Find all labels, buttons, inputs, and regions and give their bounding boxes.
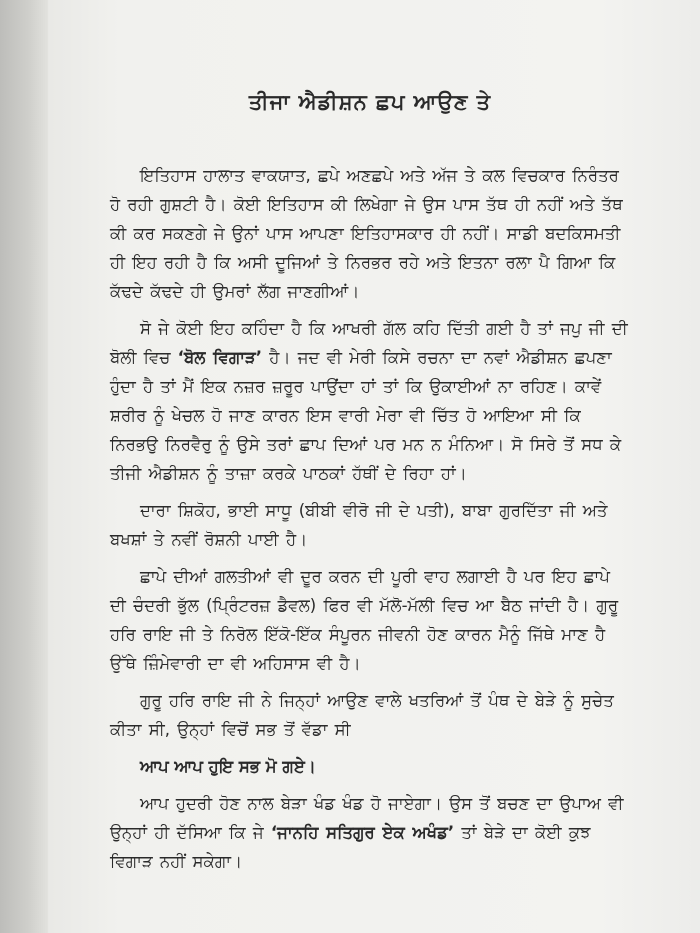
book-spine-shadow bbox=[0, 0, 48, 933]
paragraph-2-emphasis: ‘ਬੋਲ ਵਿਗਾੜ’ bbox=[177, 348, 263, 367]
page-content bbox=[110, 90, 630, 884]
paragraph-5: ਗੁਰੂ ਹਰਿ ਰਾਇ ਜੀ ਨੇ ਜਿਨ੍ਹਾਂ ਆਉਣ ਵਾਲੇ ਖਤਰਿਆਂ ਤੋਂ ਪੰਥ ਦੇ ਬੇੜੇ ਨੂੰ ਸੁਚੇਤ ਕੀਤਾ ਸੀ, ਉਨ੍ਹਾਂ ਵਿਚੋਂ ਸਭ ਤੋਂ ਵੱਡਾ ਸੀ bbox=[110, 691, 614, 739]
closing-emphasis: ‘ਜਾਨਹਿ ਸਤਿਗੁਰ ਏਕ ਅਖੰਡ’ bbox=[270, 823, 455, 842]
closing-text-b: ਤਾਂ ਬੇੜੇ ਦਾ ਕੋਈ ਕੁਝ ਵਿਗਾੜ ਨਹੀਂ ਸਕੇਗਾ। bbox=[110, 823, 591, 871]
page-title: ਤੀਜਾ ਐਡੀਸ਼ਨ ਛਪ ਆਉਣ ਤੇ bbox=[248, 90, 492, 114]
paragraph-2 bbox=[110, 314, 630, 488]
paragraph-2-text-b: ਹੈ। ਜਦ ਵੀ ਮੇਰੀ ਕਿਸੇ ਰਚਨਾ ਦਾ ਨਵਾਂ ਐਡੀਸ਼ਨ ਛਪਣਾ ਹੁੰਦਾ ਹੈ ਤਾਂ ਮੈਂ ਇਕ ਨਜ਼ਰ ਜ਼ਰੂਰ ਪਾਉਂਦਾ ਹਾਂ ਤਾਂ ਕਿ ਉਕਾਈਆਂ ਨਾ ਰਹਿਣ। ਕਾਵੇਂ ਸ਼ਰੀਰ ਨੂੰ ਖੇਚਲ ਹੋ ਜਾਣ ਕਾਰਨ ਇਸ ਵਾਰੀ ਮੇਰਾ ਵੀ ਚਿੱਤ ਹੋ ਆਇਆ ਸੀ ਕਿ ਨਿਰਭਉ ਨਿਰਵੈਰੁ ਨੂੰ ਉਸੇ ਤਰਾਂ ਛਾਪ ਦਿਆਂ ਪਰ ਮਨ ਨ ਮੰਨਿਆ। ਸੋ ਸਿਰੇ ਤੋਂ ਸਧ ਕੇ ਤੀਜੀ ਐਡੀਸ਼ਨ ਨੂੰ ਤਾਜ਼ਾ ਕਰਕੇ ਪਾਠਕਾਂ ਹੱਥੀਂ ਦੇ ਰਿਹਾ ਹਾਂ। bbox=[110, 348, 622, 483]
scripture-quote: ਆਪ ਆਪ ਹੁਇ ਸਭ ਮੋ ਗਏ। bbox=[140, 757, 316, 776]
paragraph-2-text-a: ਸੋ ਜੇ ਕੋਈ ਇਹ ਕਹਿੰਦਾ ਹੈ ਕਿ ਆਖਰੀ ਗੱਲ ਕਹਿ ਦਿੱਤੀ ਗਈ ਹੈ ਤਾਂ ਜਪੁ ਜੀ ਦੀ ਬੋਲੀ ਵਿਚ bbox=[110, 319, 628, 367]
paragraph-3: ਦਾਰਾ ਸ਼ਿਕੋਹ, ਭਾਈ ਸਾਧੂ (ਬੀਬੀ ਵੀਰੋ ਜੀ ਦੇ ਪਤੀ), ਬਾਬਾ ਗੁਰਦਿੱਤਾ ਜੀ ਅਤੇ ਬਖਸ਼ਾਂ ਤੇ ਨਵੀਂ ਰੋਸ਼ਨੀ ਪਾਈ ਹੈ। bbox=[110, 501, 608, 549]
bleed-through-text bbox=[300, 0, 700, 80]
closing-paragraph bbox=[110, 789, 630, 876]
closing-text-a: ਆਪ ਹੁਦਰੀ ਹੋਣ ਨਾਲ ਬੇੜਾ ਖੰਡ ਖੰਡ ਹੋ ਜਾਏਗਾ। ਉਸ ਤੋਂ ਬਚਣ ਦਾ ਉਪਾਅ ਵੀ ਉਨ੍ਹਾਂ ਹੀ ਦੱਸਿਆ ਕਿ ਜੇ bbox=[110, 794, 624, 842]
paragraph-4: ਛਾਪੇ ਦੀਆਂ ਗਲਤੀਆਂ ਵੀ ਦੂਰ ਕਰਨ ਦੀ ਪੂਰੀ ਵਾਹ ਲਗਾਈ ਹੈ ਪਰ ਇਹ ਛਾਪੇ ਦੀ ਚੰਦਰੀ ਭੁੱਲ (ਪ੍ਰਿੰਟਰਜ਼ ਡੈਵਲ) ਫਿਰ ਵੀ ਮੱਲੋ-ਮੱਲੀ ਵਿਚ ਆ ਬੈਠ ਜਾਂਦੀ ਹੈ। ਗੁਰੂ ਹਰਿ ਰਾਇ ਜੀ ਤੇ ਨਿਰੋਲ ਇੱਕੋ-ਇੱਕ ਸੰਪੂਰਨ ਜੀਵਨੀ ਹੋਣ ਕਾਰਨ ਮੈਨੂੰ ਜਿੱਥੇ ਮਾਣ ਹੈ ਉੱਥੇ ਜ਼ਿੰਮੇਵਾਰੀ ਦਾ ਵੀ ਅਹਿਸਾਸ ਵੀ ਹੈ। bbox=[110, 567, 619, 673]
paragraph-1: ਇਤਿਹਾਸ ਹਾਲਾਤ ਵਾਕਯਾਤ, ਛਪੇ ਅਣਛਪੇ ਅਤੇ ਅੱਜ ਤੇ ਕਲ ਵਿਚਕਾਰ ਨਿਰੰਤਰ ਹੋ ਰਹੀ ਗੁਸ਼ਟੀ ਹੈ। ਕੋਈ ਇਤਿਹਾਸ ਕੀ ਲਿਖੇਗਾ ਜੇ ਉਸ ਪਾਸ ਤੱਥ ਹੀ ਨਹੀਂ ਅਤੇ ਤੱਥ ਕੀ ਕਰ ਸਕਣਗੇ ਜੇ ਉਨਾਂ ਪਾਸ ਆਪਣਾ ਇਤਿਹਾਸਕਾਰ ਹੀ ਨਹੀਂ। ਸਾਡੀ ਬਦਕਿਸਮਤੀ ਹੀ ਇਹ ਰਹੀ ਹੈ ਕਿ ਅਸੀ ਦੂਜਿਆਂ ਤੇ ਨਿਰਭਰ ਰਹੇ ਅਤੇ ਇਤਨਾ ਰਲਾ ਪੈ ਗਿਆ ਕਿ ਕੱਢਦੇ ਕੱਢਦੇ ਹੀ ਉਮਰਾਂ ਲੱਗ ਜਾਣਗੀਆਂ। bbox=[110, 166, 623, 301]
